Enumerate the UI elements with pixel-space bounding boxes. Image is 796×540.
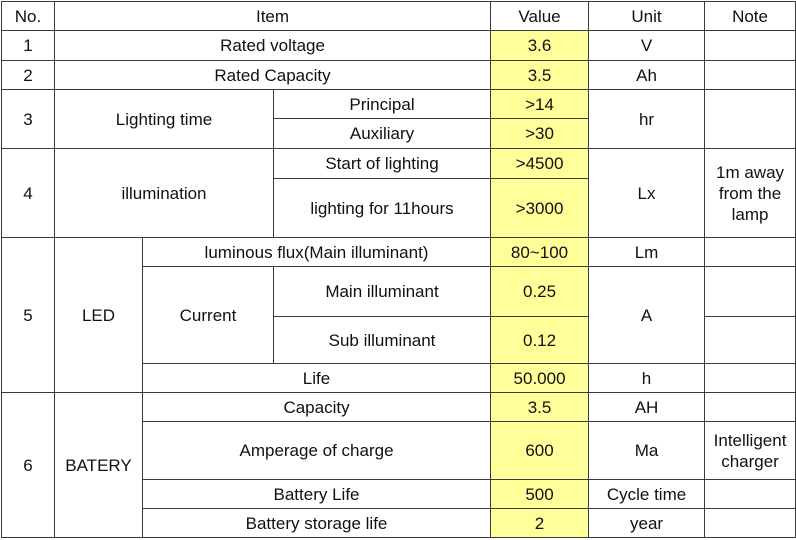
value-cell: >4500: [491, 149, 589, 179]
item-label: Rated Capacity: [55, 61, 491, 90]
value-cell: 3.5: [491, 393, 589, 422]
unit-cell: V: [589, 31, 705, 61]
note-cell: [705, 364, 796, 393]
value-cell: 600: [491, 422, 589, 480]
header-no: No.: [2, 2, 55, 31]
value-cell: 3.6: [491, 31, 589, 61]
unit-cell: Ma: [589, 422, 705, 480]
unit-cell: Lx: [589, 149, 705, 238]
item-label: luminous flux(Main illuminant): [143, 238, 491, 267]
table-row: [2, 393, 796, 422]
note-cell: [705, 90, 796, 149]
value-cell: 500: [491, 480, 589, 509]
sub-item-label: Main illuminant: [274, 267, 491, 317]
note-line: lamp: [731, 204, 769, 224]
header-row: [2, 2, 796, 31]
item-label: Lighting time: [55, 90, 274, 149]
item-label: Amperage of charge: [143, 422, 491, 480]
note-line: charger: [721, 451, 779, 471]
item-label: illumination: [55, 149, 274, 238]
value-cell: >30: [491, 119, 589, 149]
group-label: BATERY: [55, 393, 143, 538]
unit-cell: Lm: [589, 238, 705, 267]
note-line: from the: [718, 183, 782, 203]
item-label: Battery Life: [143, 480, 491, 509]
note-cell: [705, 149, 796, 238]
unit-cell: Cycle time: [589, 480, 705, 509]
row-no: 5: [2, 238, 55, 393]
item-label: Life: [143, 364, 491, 393]
header-note: Note: [705, 2, 796, 31]
note-cell: [705, 238, 796, 267]
sub-item-label: Sub illuminant: [274, 317, 491, 364]
value-cell: 50.000: [491, 364, 589, 393]
note-cell: [705, 393, 796, 422]
table-row: [2, 90, 796, 119]
unit-cell: A: [589, 267, 705, 364]
sub-item-label: Auxiliary: [274, 119, 491, 149]
note-cell: [705, 267, 796, 317]
table-row: [2, 238, 796, 267]
table-row: [2, 31, 796, 61]
header-unit: Unit: [589, 2, 705, 31]
sub-item-label: lighting for 11hours: [274, 179, 491, 238]
row-no: 4: [2, 149, 55, 238]
note-cell: [705, 61, 796, 90]
row-no: 2: [2, 61, 55, 90]
unit-cell: h: [589, 364, 705, 393]
value-cell: 3.5: [491, 61, 589, 90]
table-row: [2, 149, 796, 179]
row-no: 3: [2, 90, 55, 149]
row-no: 6: [2, 393, 55, 538]
value-cell: >14: [491, 90, 589, 119]
item-label: Battery storage life: [143, 509, 491, 538]
unit-cell: Ah: [589, 61, 705, 90]
item-label: Capacity: [143, 393, 491, 422]
value-cell: >3000: [491, 179, 589, 238]
unit-cell: hr: [589, 90, 705, 149]
value-cell: 2: [491, 509, 589, 538]
note-line: 1m away: [716, 162, 785, 182]
item-label: Rated voltage: [55, 31, 491, 61]
unit-cell: year: [589, 509, 705, 538]
group-label: LED: [55, 238, 143, 393]
note-line: Intelligent: [713, 430, 787, 450]
sub-item-label: Principal: [274, 90, 491, 119]
item-label: Current: [143, 267, 274, 364]
row-no: 1: [2, 31, 55, 61]
sub-item-label: Start of lighting: [274, 149, 491, 179]
unit-cell: AH: [589, 393, 705, 422]
value-cell: 0.12: [491, 317, 589, 364]
note-cell: [705, 480, 796, 509]
note-cell: [705, 509, 796, 538]
note-cell: [705, 422, 796, 480]
specification-table: [1, 1, 796, 538]
note-cell: [705, 31, 796, 61]
note-cell: [705, 317, 796, 364]
header-item: Item: [55, 2, 491, 31]
table-row: [2, 61, 796, 90]
header-value: Value: [491, 2, 589, 31]
value-cell: 80~100: [491, 238, 589, 267]
value-cell: 0.25: [491, 267, 589, 317]
